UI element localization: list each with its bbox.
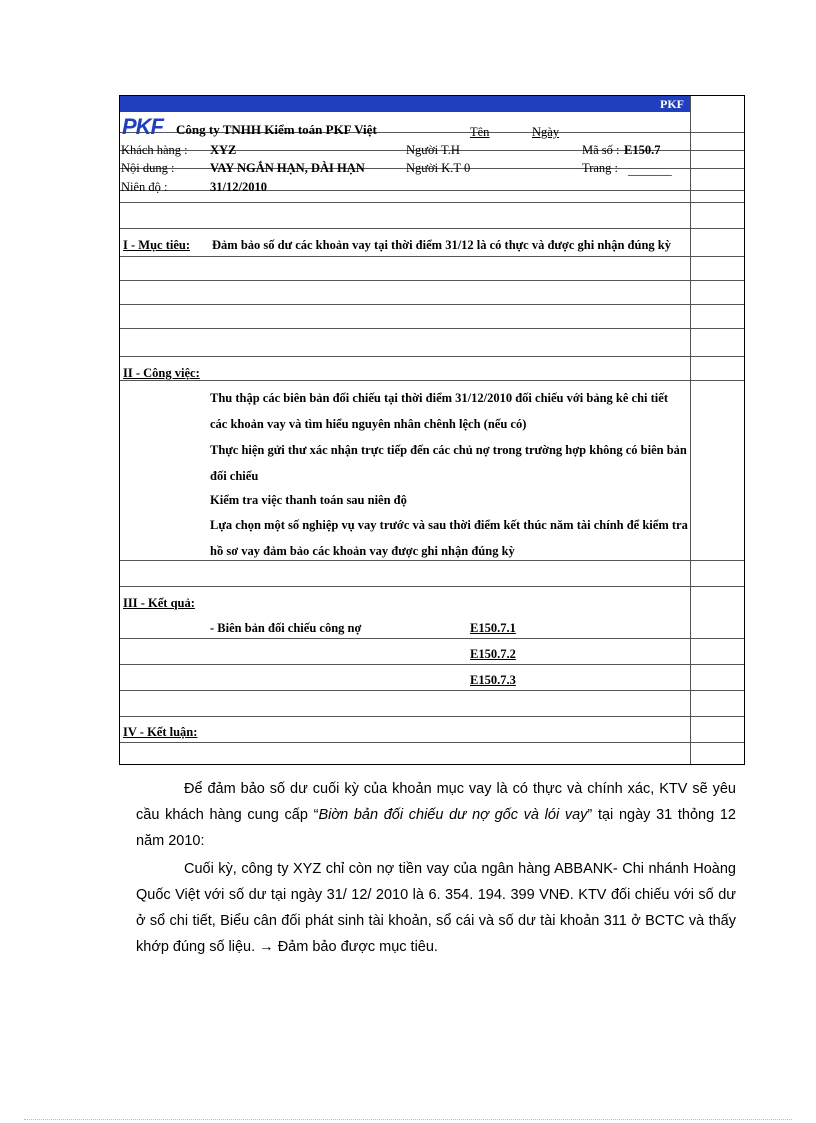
result-item: - Biên bản đối chiếu công nợ	[210, 621, 362, 635]
row-line	[120, 690, 744, 691]
row-line	[120, 380, 744, 381]
paragraph-text: ” tại ngày 31 thỏng 12 năm 2010:	[136, 807, 736, 849]
row-line	[120, 202, 744, 203]
work-label: II - Công việc:	[123, 366, 200, 380]
paragraph-text: Cuối kỳ, công ty XYZ chỉ còn nợ tiền vay của ngân hàng ABBANK- Chi nhánh Hoàng Quốc Việt với số dư tại ngày 31/ 12/ 2010 là 6. 354. 194. 399 VNĐ. KTV đối chiếu với số dư ở sổ chi tiết, Biểu cân đối phát sinh tài khoản, sổ cái và số dư tài khoản 311 ở BCTC và thấy khớp đúng số liệu. → Đảm bảo được mục tiêu.	[136, 861, 736, 955]
conclusion-label: IV - Kết luận:	[123, 725, 198, 739]
pkf-logo: PKF	[122, 114, 163, 139]
work-line: Lựa chọn một số nghiệp vụ vay trước và sau thời điểm kết thúc năm tài chính để kiểm tra	[210, 518, 688, 532]
row-line	[120, 228, 744, 229]
row-line	[120, 664, 744, 665]
result-ref: E150.7.3	[470, 673, 516, 687]
row-line	[120, 256, 744, 257]
paragraph-italic-text: Biờn bản đối chiếu dư nợ gốc và lói vay	[318, 807, 588, 823]
row-line	[120, 328, 744, 329]
row-line	[120, 304, 744, 305]
row-line	[120, 586, 744, 587]
code-label: Mã số :	[582, 143, 620, 157]
period-label: Niên độ :	[121, 180, 168, 194]
objective-text: Đảm bảo số dư các khoản vay tại thời điểm 31/12 là có thực và được ghi nhận đúng kỳ	[212, 238, 671, 252]
row-line	[120, 560, 744, 561]
work-line: đối chiếu	[210, 469, 259, 483]
body-paragraph-1	[136, 776, 736, 854]
row-line	[120, 638, 744, 639]
client-label: Khách hàng :	[121, 143, 188, 157]
result-ref: E150.7.2	[470, 647, 516, 661]
client-value: XYZ	[210, 143, 237, 157]
column-ten: Tên	[470, 125, 490, 139]
work-line: hồ sơ vay đảm bảo các khoản vay được ghi nhận đúng kỳ	[210, 544, 515, 558]
result-label: III - Kết quả:	[123, 596, 195, 610]
brand-bar	[120, 96, 690, 112]
audit-working-paper	[119, 95, 745, 765]
result-ref: E150.7.1	[470, 621, 516, 635]
page-footer-rule	[24, 1119, 792, 1120]
row-line	[120, 716, 744, 717]
code-value: E150.7	[624, 143, 661, 157]
content-label: Nội dung :	[121, 161, 175, 175]
work-line: Kiểm tra việc thanh toán sau niên độ	[210, 493, 407, 507]
row-line	[120, 742, 744, 743]
row-line	[120, 280, 744, 281]
paragraph-text: Để đảm bảo số dư cuối kỳ của khoản mục vay là có thực và chính xác, KTV sẽ yêu cầu khách hàng cung cấp “	[136, 781, 736, 823]
page-blank: _______	[628, 163, 672, 177]
row-line	[120, 356, 744, 357]
objective-label: I - Mục tiêu:	[123, 238, 190, 252]
work-line: Thực hiện gửi thư xác nhận trực tiếp đến các chủ nợ trong trường hợp không có biên bản	[210, 443, 687, 457]
content-value: VAY NGẮN HẠN, DÀI HẠN	[210, 161, 365, 175]
company-name: Công ty TNHH Kiểm toán PKF Việt	[176, 122, 377, 137]
column-ngay: Ngày	[532, 125, 560, 139]
work-line: các khoản vay và tìm hiểu nguyên nhân chênh lệch (nếu có)	[210, 417, 527, 431]
page-label: Trang :	[582, 161, 619, 175]
body-paragraph-2	[136, 856, 736, 960]
brand-bar-text: PKF	[660, 97, 684, 111]
work-line: Thu thập các biên bản đối chiếu tại thời điểm 31/12/2010 đối chiếu với bảng kê chi tiết	[210, 391, 668, 405]
reviewer-label: Người K.T 0	[406, 161, 471, 175]
preparer-label: Người T.H	[406, 143, 460, 157]
period-value: 31/12/2010	[210, 180, 267, 194]
